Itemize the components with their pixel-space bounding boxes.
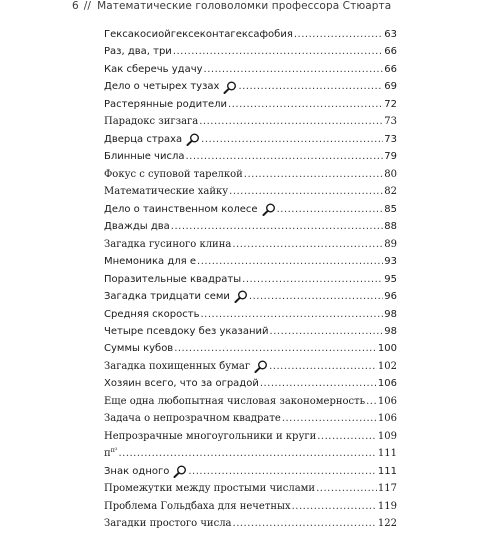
- toc-entry[interactable]: [104, 26, 397, 43]
- toc-entry-page: 66: [384, 46, 397, 58]
- toc-entry-title: [104, 43, 172, 60]
- toc-entry-title: [104, 445, 117, 462]
- toc-entry-title: [104, 166, 243, 183]
- toc-entry[interactable]: [104, 131, 397, 148]
- toc-entry[interactable]: [104, 445, 397, 462]
- toc-entry-title-text: Мнемоника для e: [104, 256, 197, 268]
- leader-dots: [277, 201, 384, 218]
- toc-entry-title-text: Загадки простого числа: [104, 518, 232, 530]
- toc-entry[interactable]: [104, 218, 397, 235]
- toc-entry-title-text: Средняя скорость: [104, 308, 200, 320]
- toc-entry-page: 117: [377, 483, 397, 495]
- leader-dots: [294, 26, 383, 43]
- toc-entry-page: 98: [384, 325, 397, 337]
- toc-entry-page: 119: [377, 500, 397, 512]
- toc-entry-page: 100: [377, 343, 397, 355]
- toc-entry-title-text: Четыре псевдоку без указаний: [104, 325, 269, 337]
- toc-entry-title-text: Поразительные квадраты: [104, 273, 242, 285]
- toc-entry[interactable]: [104, 201, 397, 218]
- page-number: 6: [72, 0, 79, 12]
- toc-entry-title: [104, 393, 365, 410]
- toc-entry-title-text: Гексакосиойгексеконтагексафобия: [104, 29, 293, 40]
- running-header: [72, 0, 391, 14]
- toc-entry-superscript: π²: [110, 446, 118, 455]
- leader-dots: [174, 340, 377, 357]
- toc-entry-title: [104, 61, 203, 78]
- leader-dots: [232, 236, 383, 253]
- toc-entry-page: 85: [384, 203, 397, 215]
- leader-dots: [185, 148, 383, 165]
- toc-entry[interactable]: [104, 236, 397, 253]
- toc-entry-title-text: Дело о четырех тузах: [104, 81, 220, 93]
- toc-entry-page: 89: [384, 238, 397, 250]
- toc-entry-title: [104, 428, 316, 445]
- magnifier-icon: [186, 133, 200, 146]
- toc-entry-title-text: Как сберечь удачу: [104, 63, 203, 75]
- toc-entry-page: 66: [384, 63, 397, 75]
- leader-dots: [171, 218, 383, 235]
- header-separator: //: [83, 0, 92, 12]
- toc-entry-page: 106: [377, 378, 397, 390]
- toc-entry-title-text: Парадокс зигзага: [104, 116, 199, 128]
- toc-entry[interactable]: [104, 375, 397, 392]
- magnifier-icon: [234, 290, 248, 303]
- toc-entry[interactable]: [104, 43, 397, 60]
- toc-entry-title: [104, 375, 259, 392]
- toc-entry[interactable]: [104, 393, 397, 410]
- toc-entry-page: 109: [377, 430, 397, 442]
- toc-entry-page: 106: [377, 413, 397, 425]
- toc-entry-title-text: Знак одного: [104, 465, 170, 477]
- toc-entry-title: [104, 306, 199, 323]
- toc-entry-title: [104, 323, 269, 340]
- leader-dots: [200, 306, 383, 323]
- running-title: Математические головоломки профессора Стюарта: [97, 0, 392, 12]
- leader-dots: [292, 498, 377, 515]
- toc-entry-title-text: Промежутки между простыми числами: [104, 483, 316, 495]
- toc-entry-page: 82: [384, 186, 397, 198]
- toc-entry-title: [104, 131, 182, 148]
- toc-entry-title-text: Раз, два, три: [104, 46, 172, 58]
- toc-entry-page: 73: [384, 116, 397, 128]
- toc-entry-page: 102: [377, 360, 397, 372]
- leader-dots: [249, 288, 383, 305]
- leader-dots: [201, 131, 383, 148]
- toc-entry[interactable]: [104, 358, 397, 375]
- toc-entry-title-text: Дело о таинственном колесе: [104, 203, 258, 215]
- toc-entry-title: [104, 148, 184, 165]
- toc-entry-title: [104, 113, 198, 130]
- leader-dots: [118, 445, 376, 462]
- toc-entry-title-text: Хозяин всего, что за оградой: [104, 378, 259, 390]
- leader-dots: [197, 253, 383, 270]
- toc-entry-title-text: Дважды два: [104, 221, 170, 233]
- leader-dots: [204, 61, 384, 78]
- toc-entry-title-text: Загадка похищенных бумаг: [104, 360, 251, 372]
- toc-entry-title: [104, 96, 227, 113]
- toc-entry[interactable]: [104, 148, 397, 165]
- toc-entry-title-text: Суммы кубов: [104, 343, 174, 355]
- toc-entry-title: [104, 358, 250, 375]
- toc-entry-title: [104, 183, 228, 200]
- toc-entry-title: [104, 236, 231, 253]
- toc-entry[interactable]: [104, 498, 397, 515]
- toc-entry-page: 96: [384, 291, 397, 303]
- leader-dots: [282, 410, 377, 427]
- toc-entry-title: [104, 218, 170, 235]
- toc-entry[interactable]: [104, 78, 397, 95]
- toc-entry[interactable]: [104, 340, 397, 357]
- toc-entry-title: [104, 480, 315, 497]
- toc-entry-title-text: Математические хайку: [104, 186, 229, 198]
- toc-entry-page: 93: [384, 256, 397, 268]
- toc-entry[interactable]: [104, 428, 397, 445]
- toc-entry-page: 79: [384, 151, 397, 163]
- table-of-contents: [104, 26, 397, 533]
- leader-dots: [316, 480, 377, 497]
- toc-entry-page: 63: [384, 29, 397, 40]
- toc-entry-page: 111: [377, 448, 397, 460]
- leader-dots: [238, 78, 383, 95]
- leader-dots: [260, 375, 377, 392]
- toc-entry-title: [104, 26, 293, 43]
- toc-entry-title-text: Дверца страха: [104, 133, 183, 145]
- leader-dots: [244, 166, 383, 183]
- toc-entry[interactable]: [104, 271, 397, 288]
- leader-dots: [270, 323, 384, 340]
- toc-entry-title-text: π: [104, 448, 111, 460]
- toc-entry[interactable]: [104, 323, 397, 340]
- leader-dots: [366, 393, 377, 410]
- toc-entry[interactable]: [104, 113, 397, 130]
- toc-entry-page: 88: [384, 221, 397, 233]
- toc-entry[interactable]: [104, 463, 397, 480]
- toc-entry-title: [104, 271, 241, 288]
- toc-entry-title: [104, 78, 219, 95]
- toc-entry-title-text: Загадка гусиного клина: [104, 238, 232, 250]
- magnifier-icon: [254, 360, 268, 373]
- toc-entry[interactable]: [104, 183, 397, 200]
- toc-entry-title: [104, 498, 291, 515]
- toc-entry-title: [104, 253, 196, 270]
- toc-entry-page: 106: [377, 395, 397, 407]
- leader-dots: [199, 113, 383, 130]
- toc-entry[interactable]: [104, 288, 397, 305]
- toc-entry-page: 95: [384, 273, 397, 285]
- toc-entry[interactable]: [104, 166, 397, 183]
- toc-entry[interactable]: [104, 306, 397, 323]
- leader-dots: [188, 463, 377, 480]
- toc-entry-title: [104, 463, 169, 480]
- leader-dots: [242, 271, 383, 288]
- toc-entry[interactable]: [104, 480, 397, 497]
- toc-entry-page: 80: [384, 168, 397, 180]
- toc-entry-page: 111: [377, 465, 397, 477]
- leader-dots: [228, 96, 383, 113]
- magnifier-icon: [223, 81, 237, 94]
- toc-entry[interactable]: [104, 515, 397, 532]
- toc-entry[interactable]: [104, 96, 397, 113]
- toc-entry[interactable]: [104, 410, 397, 427]
- toc-entry-title-text: Растерянные родители: [104, 98, 228, 110]
- toc-entry[interactable]: [104, 61, 397, 78]
- toc-entry-title: [104, 410, 281, 427]
- toc-entry-page: 98: [384, 308, 397, 320]
- leader-dots: [173, 43, 383, 60]
- toc-entry-page: 72: [384, 98, 397, 110]
- toc-entry-title-text: Фокус с суповой тарелкой: [104, 168, 243, 180]
- toc-entry-title: [104, 515, 232, 532]
- toc-entry-page: 73: [384, 133, 397, 145]
- magnifier-icon: [262, 203, 276, 216]
- toc-entry-title-text: Проблема Гольдбаха для нечетных: [104, 500, 291, 512]
- leader-dots: [233, 515, 377, 532]
- toc-entry-title-text: Блинные числа: [104, 151, 185, 163]
- toc-entry-title: [104, 288, 230, 305]
- toc-entry[interactable]: [104, 253, 397, 270]
- toc-entry-page: 122: [377, 518, 397, 530]
- toc-entry-title-text: Загадка тридцати семи: [104, 291, 230, 303]
- leader-dots: [269, 358, 377, 375]
- toc-entry-title: [104, 340, 173, 357]
- magnifier-icon: [173, 465, 187, 478]
- toc-entry-page: 69: [384, 81, 397, 93]
- toc-entry-title: [104, 201, 258, 218]
- leader-dots: [229, 183, 383, 200]
- leader-dots: [317, 428, 377, 445]
- toc-entry-title-text: Задача о непрозрачном квадрате: [104, 413, 281, 425]
- toc-entry-title-text: Еще одна любопытная числовая закономерность: [104, 395, 366, 407]
- toc-entry-title-text: Непрозрачные многоугольники и круги: [104, 430, 317, 442]
